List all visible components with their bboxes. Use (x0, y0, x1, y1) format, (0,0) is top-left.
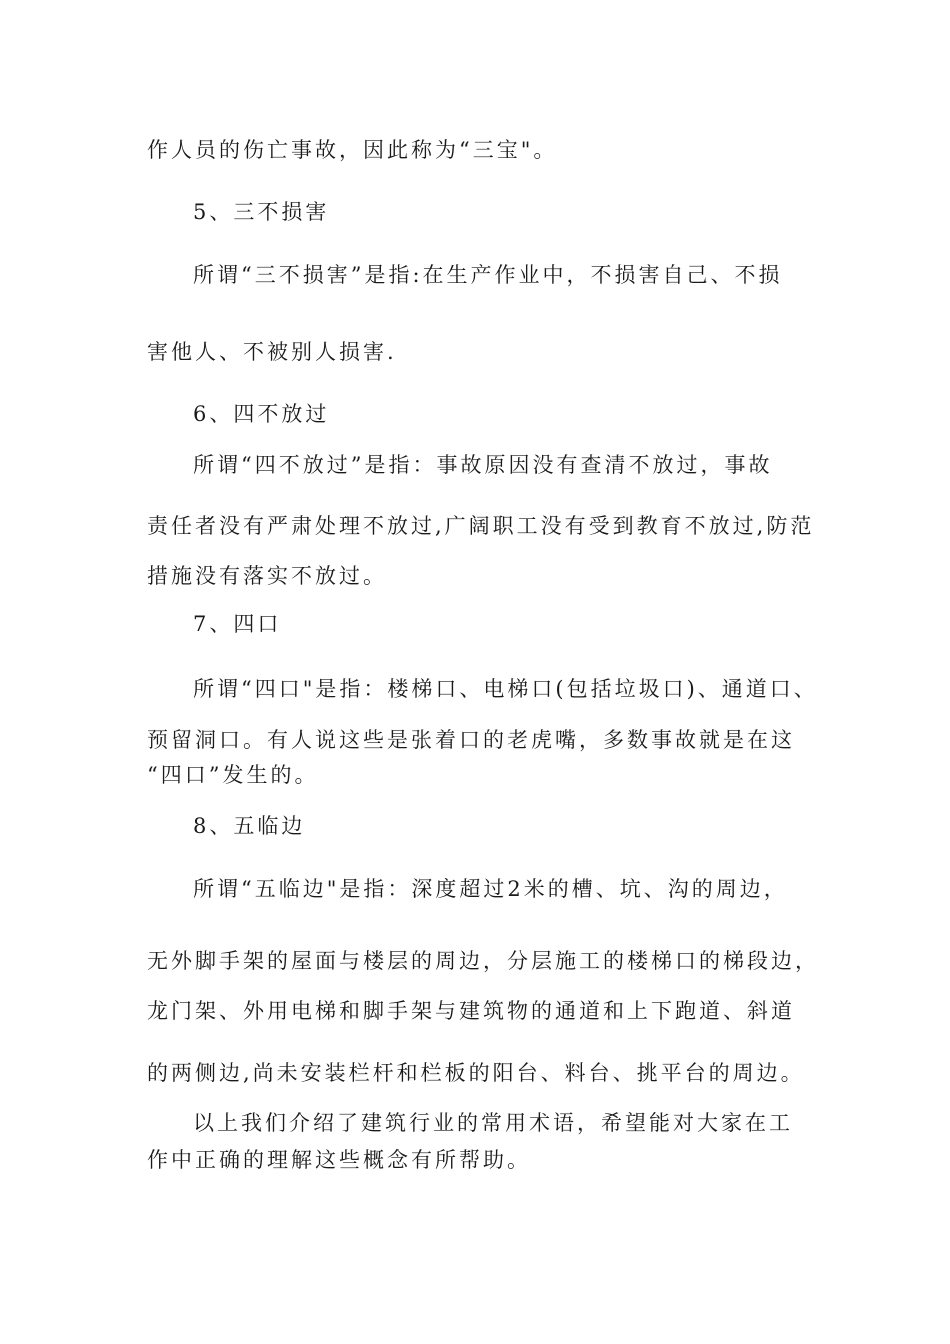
text-line: 所谓“五临边"是指：深度超过2米的槽、坑、沟的周边， (193, 877, 788, 901)
text-line: 龙门架、外用电梯和脚手架与建筑物的通道和上下跑道、斜道 (147, 999, 795, 1023)
text-line: 预留洞口。有人说这些是张着口的老虎嘴，多数事故就是在这 (147, 728, 795, 752)
text-line: 作中正确的理解这些概念有所帮助。 (147, 1148, 531, 1172)
section-heading: 5、三不损害 (193, 200, 330, 224)
text-line: 所谓“三不损害”是指:在生产作业中，不损害自己、不损 (193, 263, 783, 287)
text-line: 措施没有落实不放过。 (147, 564, 387, 588)
text-line: 害他人、不被别人损害. (147, 340, 397, 364)
text-line: 所谓“四口"是指：楼梯口、电梯口(包括垃圾口)、通道口、 (193, 677, 818, 701)
text-line: 所谓“四不放过”是指：事故原因没有查清不放过，事故 (193, 453, 773, 477)
section-heading: 6、四不放过 (193, 402, 330, 426)
text-line: 无外脚手架的屋面与楼层的周边，分层施工的楼梯口的梯段边， (147, 949, 819, 973)
section-heading: 8、五临边 (193, 814, 306, 838)
text-line: 作人员的伤亡事故，因此称为“三宝"。 (147, 138, 558, 162)
text-line: 的两侧边,尚未安装栏杆和栏板的阳台、料台、挑平台的周边。 (147, 1061, 805, 1085)
section-heading: 7、四口 (193, 612, 282, 636)
text-line: “四口”发生的。 (147, 763, 319, 787)
text-line: 责任者没有严肃处理不放过,广阔职工没有受到教育不放过,防范 (147, 514, 815, 538)
text-line: 以上我们介绍了建筑行业的常用术语，希望能对大家在工 (193, 1111, 793, 1135)
